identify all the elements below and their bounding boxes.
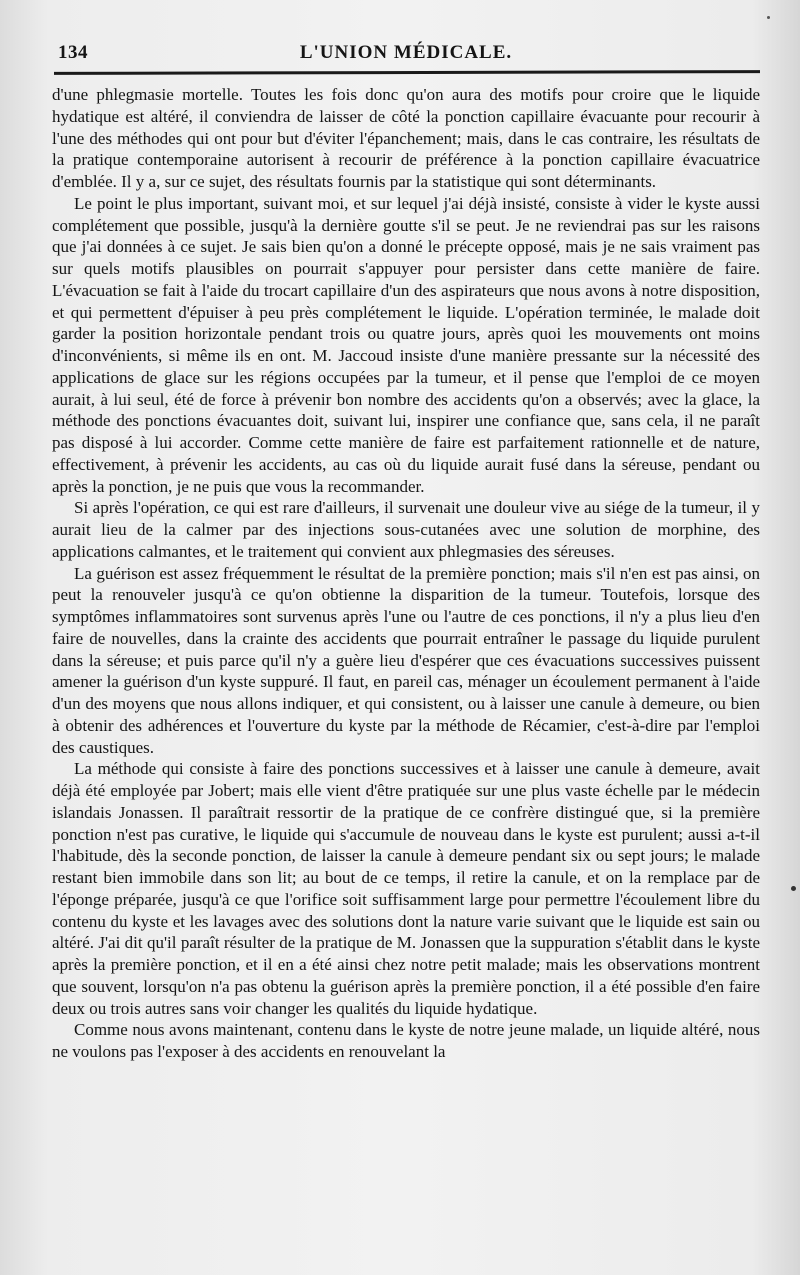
paragraph-3: Si après l'opération, ce qui est rare d'ailleurs, il survenait une douleur vive au siége de la tumeur, il y aurait lieu de la calmer par des injections sous-cutanées avec une solution de morphine, des applications calmantes, et le traitement qui convient aux phlegmasies des séreuses. bbox=[52, 498, 760, 561]
paragraph-1: d'une phlegmasie mortelle. Toutes les fois donc qu'on aura des motifs pour croire que le liquide hydatique est altéré, il conviendra de laisser de côté la ponction capillaire évacuante pour recourir à l'une des méthodes qui ont pour but d'éviter l'épanchement; mais, dans le cas contraire, les résultats de la pratique contemporaine autorisent à recourir de préférence à la ponction capillaire évacuatrice d'emblée. Il y a, sur ce sujet, des résultats fournis par la statistique qui sont déterminants. bbox=[52, 85, 760, 191]
paragraph-5: La méthode qui consiste à faire des ponctions successives et à laisser une canule à demeure, avait déjà été employée par Jobert; mais elle vient d'être pratiquée sur une plus vaste échelle par le médecin islandais Jonassen. Il paraîtrait ressortir de la pratique de ce confrère distingué que, si la première ponction n'est pas curative, le liquide qui s'accumule de nouveau dans le kyste est purulent; aussi a-t-il l'habitude, dès la seconde ponction, de laisser la canule à demeure pendant six ou sept jours; le malade restant bien immobile dans son lit; au bout de ce temps, il retire la canule, et on la remplace par de l'éponge préparée, jusqu'à ce que l'orifice soit suffisamment large pour permettre l'écoulement libre du contenu du kyste et les lavages avec des solutions dont la nature varie suivant que le liquide est sain ou altéré. J'ai dit qu'il paraît résulter de la pratique de M. Jonassen que la suppuration s'établit dans le kyste après la première ponction, et il en a été ainsi chez notre petit malade; mais les observations montrent que souvent, lorsqu'on n'a pas obtenu la guérison après la première ponction, il a été possible d'en faire deux ou trois autres sans voir changer les qualités du liquide hydatique. bbox=[52, 759, 760, 1018]
ink-speck bbox=[767, 16, 770, 19]
paragraph-2: Le point le plus important, suivant moi, et sur lequel j'ai déjà insisté, consiste à vider le kyste aussi complétement que possible, jusqu'à la dernière goutte s'il se peut. Je ne reviendrai pas sur les raisons que j'ai données à ce sujet. Je sais bien qu'on a donné le précepte opposé, mais je ne sais vraiment pas sur quels motifs plausibles on pourrait s'appuyer pour persister dans cette manière de faire. L'évacuation se fait à l'aide du trocart capillaire d'un des aspirateurs que nous avons à notre disposition, et qui permettent d'épuiser à peu près complétement le liquide. L'opération terminée, le malade doit garder la position horizontale pendant trois ou quatre jours, après quoi les mouvements ont moins d'inconvénients, si même ils en ont. M. Jaccoud insiste d'une manière pressante sur la nécessité des applications de glace sur les régions occupées par la tumeur, et il pense que l'emploi de ce moyen aurait, à lui seul, été de force à prévenir bon nombre des accidents qu'on a observés; avec la glace, la méthode des ponctions évacuantes doit, suivant lui, inspirer une confiance que, sans cela, il ne paraît pas disposé à lui accorder. Comme cette manière de faire est parfaitement rationnelle et de nature, effectivement, à prévenir les accidents, au cas où du liquide aurait fusé dans la séreuse, pendant ou après la ponction, je ne puis que vous la recommander. bbox=[52, 193, 760, 496]
body-text bbox=[52, 84, 760, 1063]
header-rule bbox=[54, 70, 760, 75]
paragraph-6: Comme nous avons maintenant, contenu dans le kyste de notre jeune malade, un liquide altéré, nous ne voulons pas l'exposer à des accidents en renouvelant la bbox=[52, 1020, 760, 1061]
running-title: L'UNION MÉDICALE. bbox=[299, 42, 513, 63]
page-number: 134 bbox=[58, 42, 88, 63]
page-header bbox=[52, 38, 760, 68]
paragraph-4: La guérison est assez fréquemment le résultat de la première ponction; mais s'il n'en est pas ainsi, on peut la renouveler jusqu'à ce qu'on obtienne la disparition de la tumeur. Toutefois, lorsque des symptômes inflammatoires sont survenus après l'une ou l'autre de ces ponctions, il n'y a plus lieu d'en faire de nouvelles, dans la crainte des accidents que pourrait entraîner le passage du liquide purulent dans la séreuse; et puis parce qu'il n'y a guère lieu d'espérer que ces évacuations successives puissent amener la guérison d'un kyste suppuré. Il faut, en pareil cas, ménager un écoulement permanent à l'aide d'un des moyens que nous allons indiquer, et qui consistent, ou à laisser une canule à demeure, ou bien à obtenir des adhérences et l'ouverture du kyste par la méthode de Récamier, c'est-à-dire par l'emploi des caustiques. bbox=[52, 563, 760, 757]
margin-mark bbox=[791, 886, 796, 891]
